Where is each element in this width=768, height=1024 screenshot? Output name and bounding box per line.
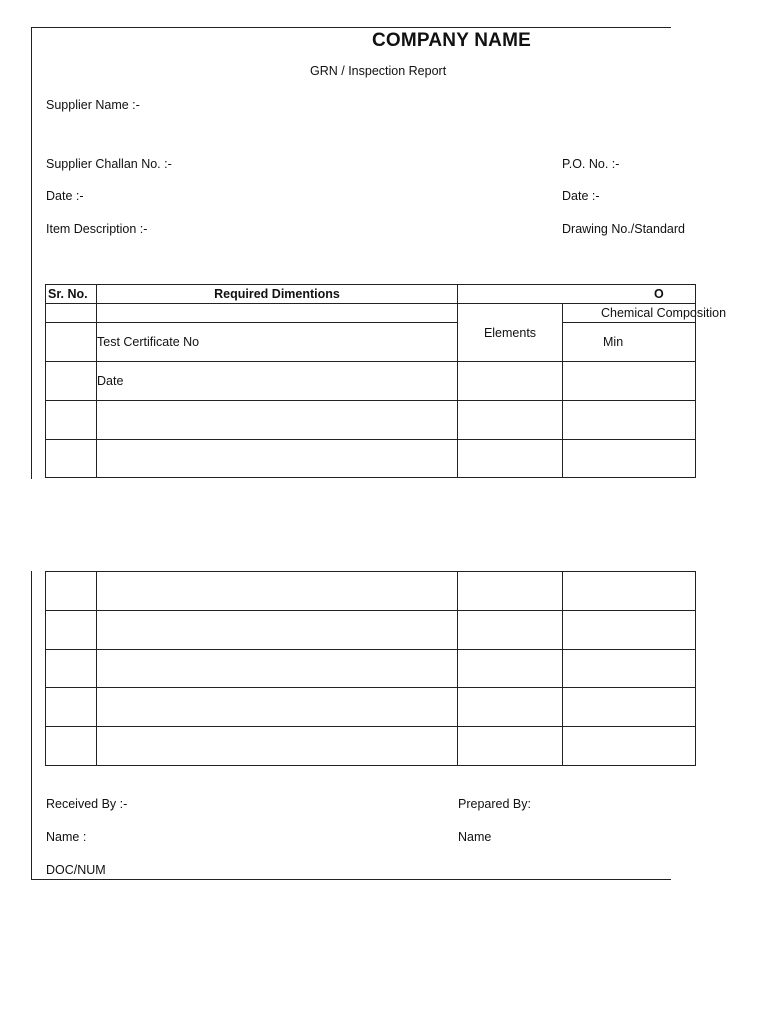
table-cell	[46, 362, 97, 401]
min-header-text: Min	[603, 335, 624, 349]
left-border-bottom	[31, 571, 32, 879]
table-cell	[458, 688, 563, 727]
table-cell	[46, 401, 97, 440]
table-cell	[458, 727, 563, 766]
observed-header-text: O	[654, 287, 664, 301]
table-cell	[563, 362, 696, 401]
table-cell	[458, 362, 563, 401]
table-cell	[46, 611, 97, 650]
left-border-top	[31, 27, 32, 479]
doc-num-label: DOC/NUM	[46, 863, 106, 877]
table-cell	[458, 401, 563, 440]
table-row	[46, 304, 696, 323]
table-row	[46, 611, 696, 650]
po-no-label: P.O. No. :-	[562, 157, 620, 171]
sr-no-header: Sr. No.	[46, 285, 97, 304]
date-label-left: Date :-	[46, 189, 84, 203]
bottom-border	[31, 879, 671, 880]
item-description-label: Item Description :-	[46, 222, 148, 236]
observed-header	[458, 285, 696, 304]
table-row	[46, 572, 696, 611]
required-dimentions-header: Required Dimentions	[97, 285, 458, 304]
table-cell	[97, 688, 458, 727]
table-cell	[97, 440, 458, 478]
table-cell	[46, 323, 97, 362]
table-cell	[458, 611, 563, 650]
table-cell	[46, 572, 97, 611]
table-cell	[97, 650, 458, 688]
table-cell	[563, 572, 696, 611]
table-cell	[563, 401, 696, 440]
table-cell	[458, 650, 563, 688]
elements-header: Elements	[458, 304, 563, 362]
inspection-table-top	[45, 284, 727, 478]
table-cell	[563, 688, 696, 727]
table-row	[46, 440, 696, 478]
table-row	[46, 650, 696, 688]
table-cell	[46, 688, 97, 727]
name-label-right: Name	[458, 830, 492, 844]
table-cell	[97, 727, 458, 766]
received-by-label: Received By :-	[46, 797, 128, 811]
table-cell	[563, 440, 696, 478]
date-row-label: Date	[97, 362, 458, 401]
table-row	[46, 688, 696, 727]
date-label-right: Date :-	[562, 189, 600, 203]
company-name: COMPANY NAME	[372, 30, 531, 51]
prepared-by-label: Prepared By:	[458, 797, 531, 811]
top-border	[31, 27, 671, 28]
inspection-table-bottom	[45, 571, 696, 766]
drawing-no-label: Drawing No./Standard	[562, 222, 685, 236]
table-cell	[458, 572, 563, 611]
supplier-challan-label: Supplier Challan No. :-	[46, 157, 172, 171]
table-row	[46, 362, 696, 401]
test-certificate-label: Test Certificate No	[97, 323, 458, 362]
table-cell	[97, 401, 458, 440]
min-header	[563, 323, 696, 362]
table-cell	[97, 611, 458, 650]
table-row	[46, 323, 696, 362]
table-cell	[46, 727, 97, 766]
table-cell	[563, 727, 696, 766]
table-row	[46, 727, 696, 766]
chemical-composition-header	[563, 304, 727, 323]
table-header-row	[46, 285, 696, 304]
table-cell	[458, 440, 563, 478]
chemical-composition-text: Chemical Composition	[601, 306, 727, 320]
name-label-left: Name :	[46, 830, 87, 844]
table-row	[46, 401, 696, 440]
table-cell	[46, 304, 97, 323]
table-cell	[46, 650, 97, 688]
supplier-name-label: Supplier Name :-	[46, 98, 140, 112]
report-title: GRN / Inspection Report	[310, 64, 447, 78]
table-cell	[563, 650, 696, 688]
table-cell	[563, 611, 696, 650]
table-cell	[97, 572, 458, 611]
table-cell	[46, 440, 97, 478]
table-cell	[97, 304, 458, 323]
